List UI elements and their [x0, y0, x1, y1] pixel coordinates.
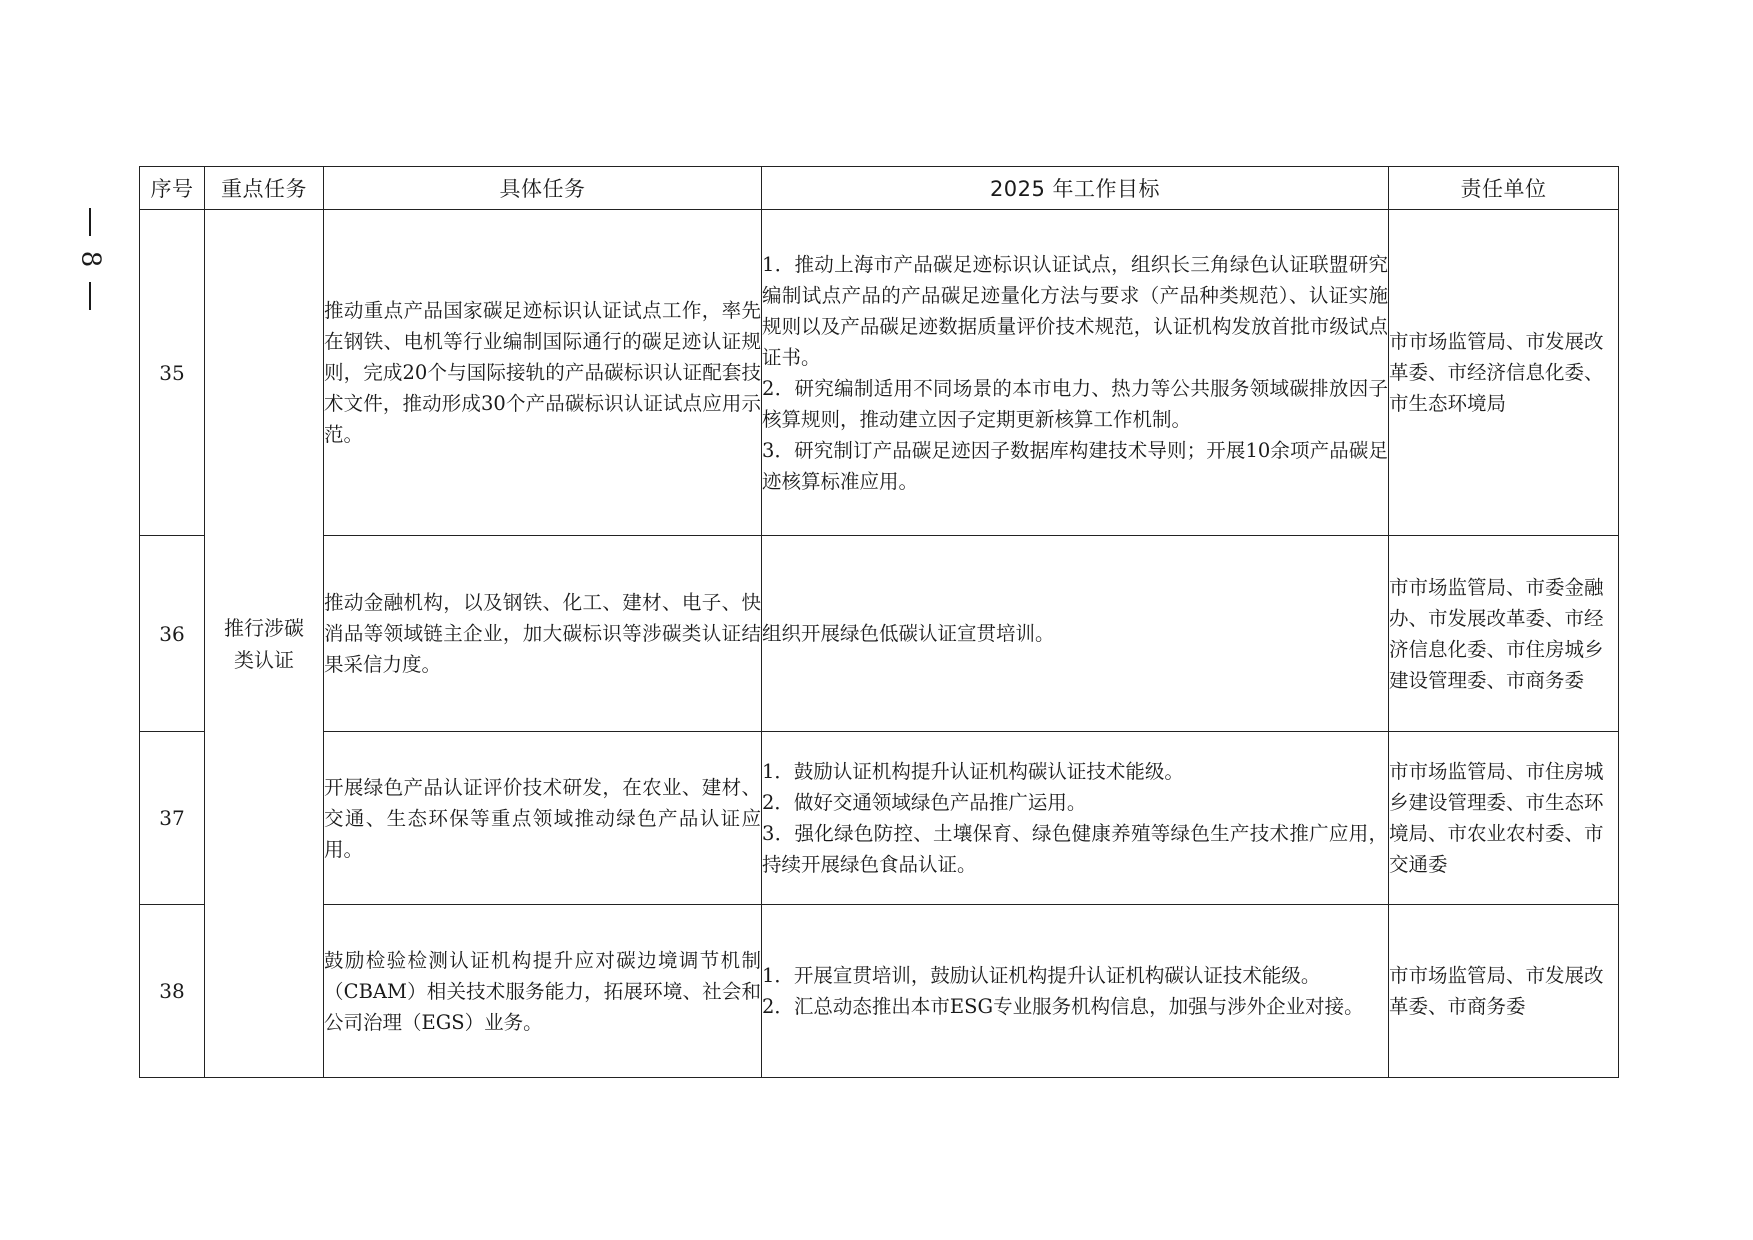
table-header-row: [140, 167, 1619, 210]
header-unit: 责任单位: [1389, 167, 1619, 210]
header-seq: 序号: [140, 167, 205, 210]
goal-item: 2．研究编制适用不同场景的本市电力、热力等公共服务领域碳排放因子核算规则，推动建立因子定期更新核算工作机制。: [762, 376, 1388, 431]
responsible-unit-cell: 市市场监管局、市发展改革委、市商务委: [1389, 905, 1619, 1078]
goal-cell: [762, 210, 1389, 536]
header-key-task: 重点任务: [205, 167, 324, 210]
header-specific-task: 具体任务: [324, 167, 762, 210]
responsible-unit-cell: 市市场监管局、市委金融办、市发展改革委、市经济信息化委、市住房城乡建设管理委、市商务委: [1389, 536, 1619, 732]
specific-task-cell: 推动重点产品国家碳足迹标识认证试点工作，率先在钢铁、电机等行业编制国际通行的碳足迹认证规则，完成20个与国际接轨的产品碳标识认证配套技术文件，推动形成30个产品碳标识认证试点应用示范。: [324, 210, 762, 536]
table-row: [140, 732, 1619, 905]
header-goal: 2025 年工作目标: [762, 167, 1389, 210]
page-number-dash-bottom: [89, 282, 91, 310]
row-number: 36: [140, 536, 205, 732]
goal-cell: [762, 536, 1389, 732]
goal-cell: [762, 732, 1389, 905]
row-number: 35: [140, 210, 205, 536]
specific-task-cell: 鼓励检验检测认证机构提升应对碳边境调节机制（CBAM）相关技术服务能力，拓展环境、社会和公司治理（EGS）业务。: [324, 905, 762, 1078]
task-table: [139, 166, 1619, 1078]
goal-item: 1．推动上海市产品碳足迹标识认证试点，组织长三角绿色认证联盟研究编制试点产品的产品碳足迹量化方法与要求（产品种类规范）、认证实施规则以及产品碳足迹数据质量评价技术规范，认证机构发放首批市级试点证书。: [762, 252, 1388, 369]
key-task-label: 推行涉碳类认证: [224, 615, 304, 672]
goal-item: 3．强化绿色防控、土壤保育、绿色健康养殖等绿色生产技术推广应用，持续开展绿色食品认证。: [762, 822, 1388, 876]
goal-item: 3．研究制订产品碳足迹因子数据库构建技术导则；开展10余项产品碳足迹核算标准应用。: [762, 438, 1388, 493]
page-number-value: 8: [74, 250, 105, 268]
goal-item: 1．开展宣贯培训，鼓励认证机构提升认证机构碳认证技术能级。: [762, 964, 1321, 987]
row-number: 38: [140, 905, 205, 1078]
page-number-dash-top: [89, 208, 91, 236]
goal-item: 1．鼓励认证机构提升认证机构碳认证技术能级。: [762, 760, 1184, 783]
page-number: [74, 208, 105, 310]
specific-task-cell: 开展绿色产品认证评价技术研发，在农业、建材、交通、生态环保等重点领域推动绿色产品认证应用。: [324, 732, 762, 905]
goal-item: 2．做好交通领域绿色产品推广运用。: [762, 791, 1087, 814]
responsible-unit-cell: 市市场监管局、市住房城乡建设管理委、市生态环境局、市农业农村委、市交通委: [1389, 732, 1619, 905]
key-task-cell: [205, 210, 324, 1078]
goal-item: 组织开展绿色低碳认证宣贯培训。: [762, 622, 1055, 645]
goal-cell: [762, 905, 1389, 1078]
goal-item: 2．汇总动态推出本市ESG专业服务机构信息，加强与涉外企业对接。: [762, 995, 1364, 1018]
table-row: [140, 536, 1619, 732]
table-row: [140, 210, 1619, 536]
specific-task-cell: 推动金融机构，以及钢铁、化工、建材、电子、快消品等领域链主企业，加大碳标识等涉碳类认证结果采信力度。: [324, 536, 762, 732]
table-row: [140, 905, 1619, 1078]
responsible-unit-cell: 市市场监管局、市发展改革委、市经济信息化委、市生态环境局: [1389, 210, 1619, 536]
row-number: 37: [140, 732, 205, 905]
